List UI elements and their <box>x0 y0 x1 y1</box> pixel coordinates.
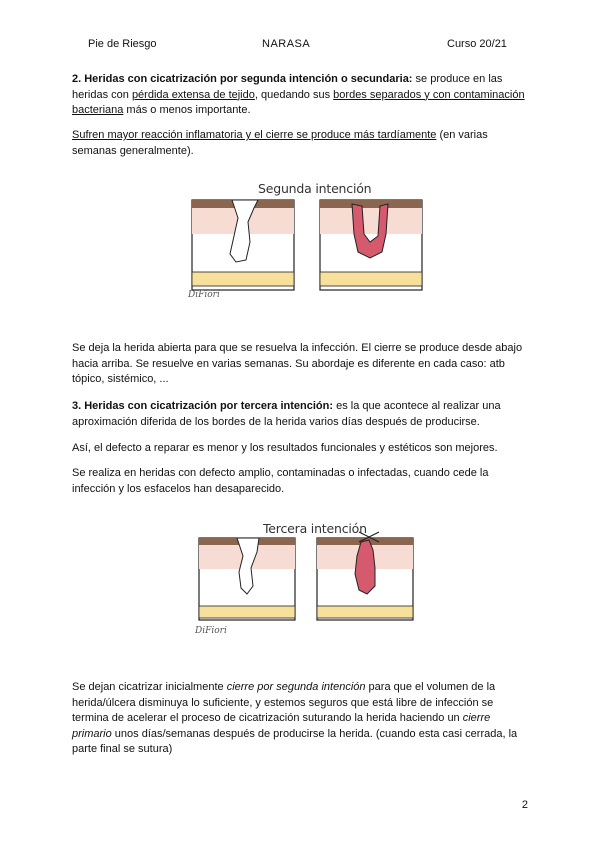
wound-illustration-1 <box>188 178 428 310</box>
section-2-closure-paragraph: Se deja la herida abierta para que se resuelva la infección. El cierre se produce desde abajo hacia arriba. Se resuelve en varias semanas. Su abordaje es diferente en cada caso: atb tópico, sistémico, ... <box>72 342 523 385</box>
section-3-defect-paragraph: Así, el defecto a reparar es menor y los resultados funcionales y estéticos son mejores. <box>72 442 498 454</box>
section-2-heading: 2. Heridas con cicatrización por segunda intención o secundaria: <box>72 73 413 85</box>
figure-tercera-intencion <box>195 520 425 642</box>
figure-2-title: Tercera intención <box>263 521 367 536</box>
header-center: NARASA <box>262 38 311 50</box>
figure-1-title: Segunda intención <box>258 181 372 196</box>
section-3-procedure-paragraph: Se dejan cicatrizar inicialmente cierre por segunda intención para que el volumen de la herida/úlcera disminuya lo suficiente, y estemos seguros que está libre de infección se termina de acelerar el proceso de cicatrización suturando la herida haciendo un cierre primario unos días/semanas después de producirse la herida. (cuando esta casi cerrada, la parte final se sutura) <box>72 681 518 755</box>
section-3-indication-paragraph: Se realiza en heridas con defecto amplio, contaminadas o infectadas, cuando cede la infección y los esfacelos han desaparecido. <box>72 467 489 495</box>
figure-1-signature: DiFiori <box>188 290 220 300</box>
section-2-paragraph: 2. Heridas con cicatrización por segunda intención o secundaria: se produce en las heridas con pérdida extensa de tejido, quedando sus bordes separados y con contaminación bacteriana más o menos importante. <box>72 73 525 116</box>
section-3-heading: 3. Heridas con cicatrización por tercera intención: <box>72 400 334 412</box>
header-right: Curso 20/21 <box>447 38 507 50</box>
section-2-inflammation: Sufren mayor reacción inflamatoria y el cierre se produce más tardíamente (en varias semanas generalmente). <box>72 129 488 157</box>
page-number: 2 <box>521 799 528 811</box>
header-left: Pie de Riesgo <box>88 38 157 50</box>
wound-illustration-2 <box>195 520 425 642</box>
figure-segunda-intencion <box>188 178 428 310</box>
figure-2-signature: DiFiori <box>195 626 227 636</box>
section-3-paragraph: 3. Heridas con cicatrización por tercera intención: es la que acontece al realizar una aproximación diferida de los bordes de la herida varios días después de producirse. <box>72 400 501 428</box>
